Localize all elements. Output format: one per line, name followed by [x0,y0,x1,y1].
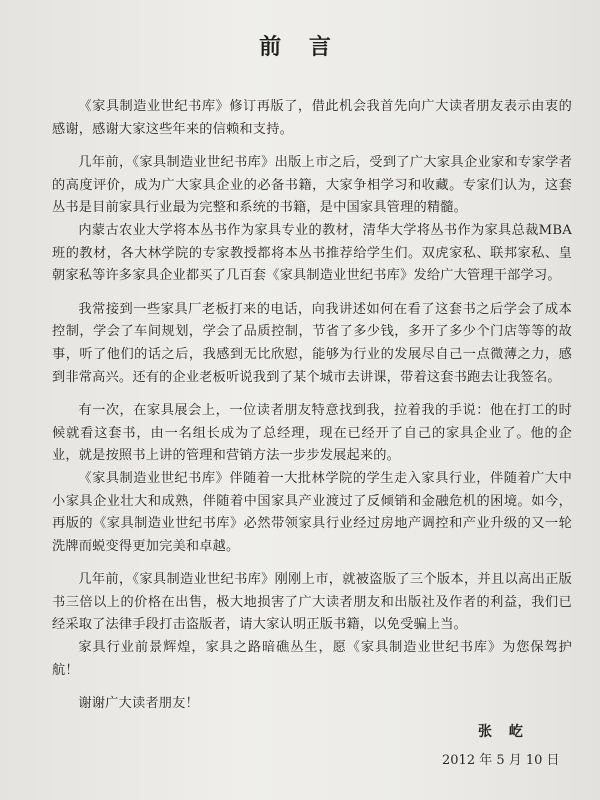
signature-date: 2012 年 5 月 10 日 [442,753,560,768]
paragraph-2: 几年前，《家具制造业世纪书库》出版上市之后，受到了广大家具企业家和专家学者的高度评价，成为广大家具企业的必备书籍，大家争相学习和收藏。专家们认为，这套丛书是目前家具行业最为完整和系统的书籍，是中国家具管理的精髓。 [52,155,572,216]
paragraph-1: 《家具制造业世纪书库》修订再版了，借此机会我首先向广大读者朋友表示由衷的感谢，感谢大家这些年来的信赖和支持。 [52,99,572,137]
paragraph-7: 几年前，《家具制造业世纪书库》刚刚上市，就被盗版了三个版本，并且以高出正版书三倍以上的价格在出售，极大地损害了广大读者朋友和出版社及作者的利益，我们已经采取了法律手段打击盗版者，请大家认明正版书籍，以免受骗上当。 [52,572,572,633]
author-signature: 张 屹 [478,724,529,740]
paragraph-4: 我常接到一些家具厂老板打来的电话，向我讲述如何在看了这套书之后学会了成本控制，学会了车间规划，学会了品质控制，节省了多少钱，多开了多少个门店等等的故事，听了他们的话之后，我感到无比欣慰，能够为行业的发展尽自己一点微薄之力，感到非常高兴。还有的企业老板听说我到了某个城市去讲课，带着这套书跑去让我签名。 [52,301,572,385]
paragraph-9: 谢谢广大读者朋友！ [78,696,199,712]
preface-body [52,96,572,716]
page-title: 前 言 [259,34,341,60]
paragraph-5: 有一次，在家具展会上，一位读者朋友特意找到我，拉着我的手说：他在打工的时候就看这套书，由一名组长成为了总经理，现在已经开了自己的家具企业了。他的企业，就是按照书上讲的管理和营销方法一步步发展起来的。 [52,403,572,464]
paragraph-8: 家具行业前景辉煌，家具之路暗礁丛生，愿《家具制造业世纪书库》为您保驾护航！ [52,640,572,678]
paragraph-3: 内蒙古农业大学将本丛书作为家具专业的教材，清华大学将丛书作为家具总裁MBA班的教材，各大林学院的专家教授都将本丛书推荐给学生们。双虎家私、联邦家私、皇朝家私等许多家具企业都买了几百套《家具制造业世纪书库》发给广大管理干部学习。 [52,222,572,284]
paragraph-6: 《家具制造业世纪书库》伴随着一大批林学院的学生走入家具行业，伴随着广大中小家具企业壮大和成熟，伴随着中国家具产业渡过了反倾销和金融危机的困境。如今，再版的《家具制造业世纪书库》必然带领家具行业经过房地产调控和产业升级的又一轮洗牌而蜕变得更加完美和卓越。 [52,470,572,554]
